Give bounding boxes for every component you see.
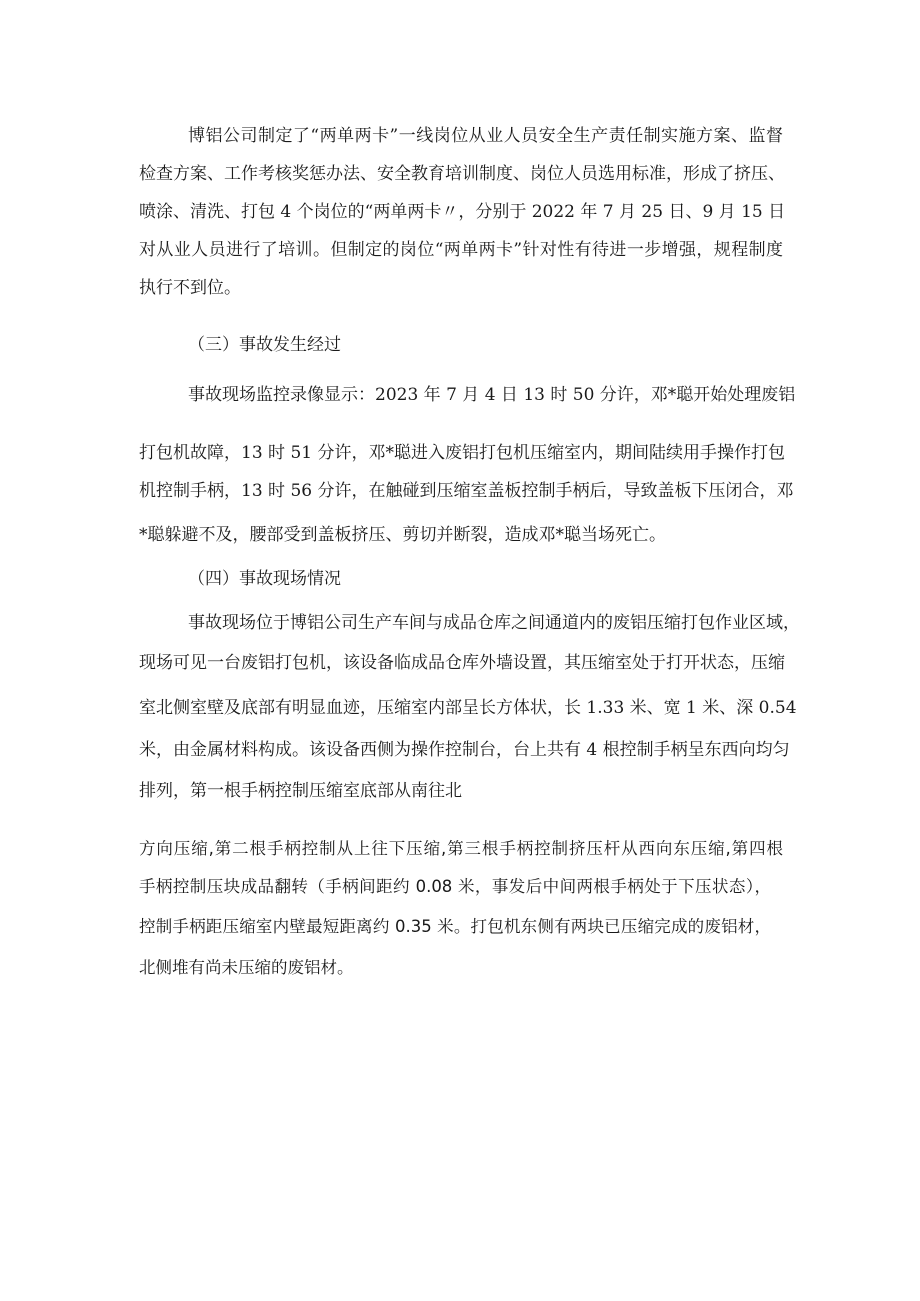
text-line: 排列，第一根手柄控制压缩室底部从南往北: [139, 781, 462, 801]
text-line: 室北侧室壁及底部有明显血迹，压缩室内部呈长方体状，长 1.33 米、宽 1 米、深 0.54: [139, 698, 797, 718]
text-line: 检查方案、工作考核奖惩办法、安全教育培训制度、岗位人员选用标准，形成了挤压、: [139, 164, 785, 184]
section-heading-accident-process: （三）事故发生经过: [188, 335, 341, 355]
text-line: 事故现场位于博铝公司生产车间与成品仓库之间通道内的废铝压缩打包作业区域，: [188, 613, 800, 633]
text-line: 打包机故障，13 时 51 分许，邓*聪进入废铝打包机压缩室内，期间陆续用手操作打包: [139, 443, 785, 463]
text-line: 米，由金属材料构成。该设备西侧为操作控制台，台上共有 4 根控制手柄呈东西向均匀: [139, 740, 790, 760]
section-heading-scene: （四）事故现场情况: [188, 569, 341, 589]
text-line: *聪躲避不及，腰部受到盖板挤压、剪切并断裂，造成邓*聪当场死亡。: [139, 525, 666, 545]
text-line: 对从业人员进行了培训。但制定的岗位“两单两卡”针对性有待进一步增强，规程制度: [139, 240, 783, 260]
text-line: 现场可见一台废铝打包机，该设备临成品仓库外墙设置，其压缩室处于打开状态，压缩: [139, 653, 785, 673]
text-line: 事故现场监控录像显示：2023 年 7 月 4 日 13 时 50 分许，邓*聪开始处理废铝: [188, 385, 796, 405]
text-line: 控制手柄距压缩室内壁最短距离约 0.35 米。打包机东侧有两块已压缩完成的废铝材，: [139, 917, 771, 936]
text-line: 手柄控制压块成品翻转（手柄间距约 0.08 米，事发后中间两根手柄处于下压状态），: [139, 877, 771, 896]
text-line: 喷涂、清洗、打包 4 个岗位的“两单两卡〃，分别于 2022 年 7 月 25 日、9 月 15 日: [139, 202, 786, 222]
text-line: 北侧堆有尚未压缩的废铝材。: [139, 958, 354, 977]
text-line: 方向压缩,第二根手柄控制从上往下压缩,第三根手柄控制挤压杆从西向东压缩,第四根: [139, 839, 783, 858]
text-line: 机控制手柄，13 时 56 分许，在触碰到压缩室盖板控制手柄后，导致盖板下压闭合，邓: [139, 481, 794, 501]
text-line: 执行不到位。: [139, 278, 241, 298]
text-line: 博铝公司制定了“两单两卡”一线岗位从业人员安全生产责任制实施方案、监督: [188, 126, 783, 146]
